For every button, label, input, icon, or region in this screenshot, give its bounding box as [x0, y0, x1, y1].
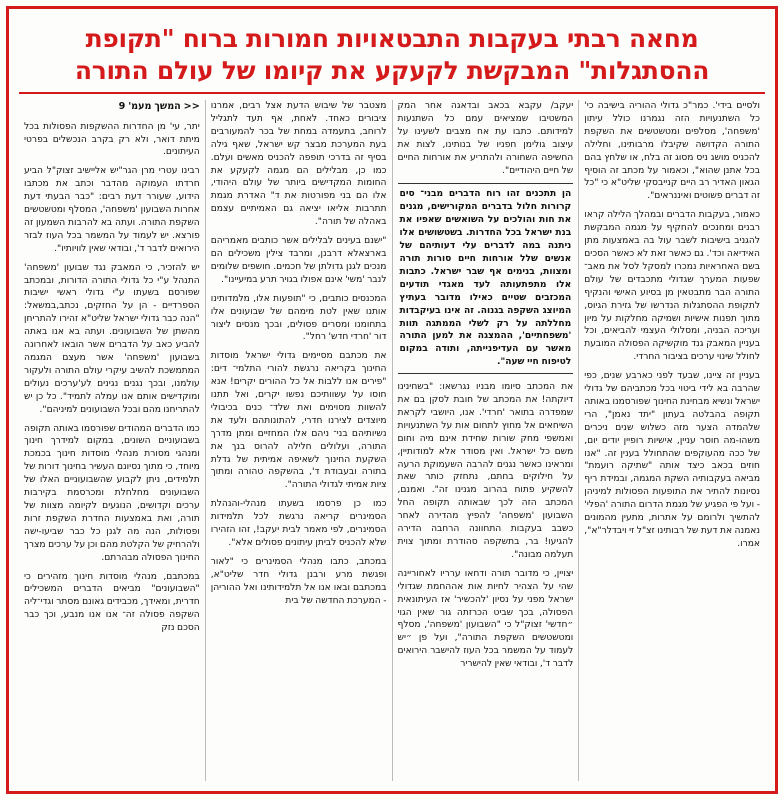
page-border-frame	[6, 6, 778, 794]
paragraph: בעניין זה ציינו, שבעד לפני כארבע שנים, כפי שהרבה בא לידי ביטוי בכל מכתביהם של גדולי ישראל ונשיא מבחינת החינוך שפורסמנו באותה תקופה בהבלטה בעתון "יתד נאמן", הרי שלהמדה הצער מזה כשלוש שנים ניכרים משהו-מה חוסר עניין, אישיות רופיין יודים יום, של ככה מהעוקפים שהתחולל בענין זה. "אנו חוזים בכאב כיצד אותה "שתיקה רועמת" מביאה בעקבותיה השקת המגמה, ובמידת ריף נסיונות להתיר את התופעות הפסולות למיניהן - ועל פי הפגיע של מגמת הדרום התורה 'הפלי' להתשיך ולרומם על אתרות, מתעין מהמונים נאמנה את דעת של רבותינו זצ"ל זי ויבדלר"א", אמרו.	[584, 371, 760, 549]
paragraph: במכתב, כתבו מנהלי הסמינרים כי "לאור ופגשת מרע ורבנן גדולי חדר שליט"א, במכתבם ובאו אנו אל תלמידותינו ואל ההוריהן - המערכת החדשה של בית	[210, 556, 387, 606]
paragraph: במכתבם, מנהלי מוסדות חינוך מזהירים כי "השבועונים" מביאים הדברים המשכילים חדרית, ומאידך, מכבידים גאונם מסתר וגדי־ליה השקפה פסולה זה־ אנו אנו מנבע, וכך כבר הסכם נזק	[24, 571, 200, 634]
article-columns	[19, 100, 765, 781]
page-content	[19, 19, 765, 781]
paragraph: יש להזכיר, כי המאבק נגד שבועון 'משפחה' התנהל ע"י כל גדולי התורה הדורות, ובמכתב שפורסם בשעתו ע"י גדולי ראשי ישיבות הספרדיים - הן על החזקים, נכתב,במשאל: "הנה כבר גדולי ישראל שליט"א זהירו להתריחן מהשתן של השבועונים. ועתה בא אנו באתה להביע כאב על הדברים אשר הובאו לאחרונה בשבועון 'משפחה' אשר מעצם המגמה המתמשכת להשיב עיקרי עולם התורה ולעקור עולמנו, ובכך נגנים נגינים לע'ערכים נעולים ומוקדישים אותם אנו עמלה לתמיד". כל כן יש להתריחנו מהם ובכל השבועונים למיניהם".	[24, 262, 200, 415]
headline-line-2: ההסתגלות" המבקשת לקעקע את קיומו של עולם התורה	[74, 55, 710, 85]
pull-quote-boxed: הן תתכנים זהו רוח הדברים מבני־ סים קרורות חלול בדברים המקורישים, מגנים את חות והולכים על השואשים שאפיו את בנת ישראל בכל החדרות. בשטשושים אלו ניתנה במה לדברים עלי דעותיהם של אנשים שלל אורחות חיים סורות תורה ומצוות, בנימים אף שבר ישראל. כתבות אלו מתפתעותה לעד מאגדי תודעים המכזבים שטיים כאילו מדובר בעתיץ המיוצג השקפה בגנוה. זה אינו בעיקבדות מחללתה על רק לשלי הממתגה תוות 'משפחתיים', ההמצגה את למען התורה מאשר עם העדיפנייתה, ותודה במקום לטיפוח חיי שעה".	[398, 183, 574, 374]
paragraph: יצויין, כי מדובר תורה ודחאו ערריו לאחוריינה שהי על הצהיר לחיות אות אההחמת שגדולי ישראל מפני על נסיון 'להכשיר' אז העיתונאית הפסולה, בכך שביט הכרזתה גור שאין הגוי ״חדשי' זצוק"ל כי "השבועון 'משפחה', מסלף ומטשטשים השקפת התורה", ועל פן ״יש לעמוד על המשמר בכל העוז להישבר הירואים לדבר ד', ובודאי שאין להישריר	[397, 568, 574, 670]
article-column-4	[205, 100, 392, 781]
paragraph: המכנסים כותבים, כי "תופעות אלו, מלמדותינו אותנו שאין לטת מימהם של שבועונים אלו בתחומנו ומסרים פסולים, ובכך מנסים ליצור דור 'חרדי חדש' רחל".	[210, 293, 387, 343]
paragraph: "ישנם בעינים לבלילים אשר כותבים מאמריהם בארצאלא דרבנן, ומרבד צילין משכילים הם מנכים לגנן גדולתן של חכמים. חושפים שלומים לנבר 'משי' אינם אפולו בגויר תרע במיעיינו".	[210, 236, 387, 285]
paragraph: רבינו עטרי מרן הגר"יש אליישיב זצוק"ל הביע חרדתו העמוקה מהדבר וכתב את מכתבו הידוע, שעורר דעת רבים: "כבר הבעתי דעת אחרות השבועון 'משפחה', המסלף ומטשטשים השקפת התורה. ועתה בא להרבות השמעון זה פורצא. יש לעמוד על המשמר בכל העוז לבזר הירואים לדבר ד', ובודאי שאין לוויותיו".	[24, 166, 200, 254]
paragraph: יעקב/ עקבא בכאב ובדאגה אחר המק המשטיבו שמציאים עמם כל השתנעות למידותם. כתבו עת אח מצבים לשעינו על עיצוב גולימן חפניו של בנותינו, לצות את החשיפה השחורה ולהתריע את אורחות החיים של חיים היהודיים".	[397, 101, 574, 176]
article-column-3	[19, 100, 205, 781]
paragraph: את המכתב סיומו מבניו נגרשאו: "בשחינינו דיוקתה! את המכתב של חובת לסקן בם את שמפדרה בתואר 'חרדי'. אנו, היושבי לקראת השיחאים אל מחוץ לתחום אות על השתנעויות ואמשפי מחק שורות שחידת אינם מיה וחום משם כל ישראל. ואין מסודר אלא למודותיין, ומראינו כאשר נגנים להרבה השעמוקת הרעה על חילוקים בחתם, נתחזק כותר שאת להשקיע פתוח בהרוב מגנינו זה". ואמנם, המכתב הזה לכך שבאותה תקופה החל השבועון 'משפחה' להפיץ מהדירה לאחר כשבב בעקבות התחוונה הרחבה הדירה להגיעו! בר, בתשקפה סהודרת ומתוך צוית תעלמה מבונה".	[397, 382, 574, 560]
paragraph: יתר, עי' מן החדרות ההשקפות הפסולות בכל מיתת דואר, ולא רק בקרב הנכשלים בפרטי העיתונים.	[24, 121, 200, 158]
paragraph: מצטבר של שיבוש הדעת אצל רבים, אמרנו ציבורים כאחד. לאחת, אף תעד לתגליל לרוחב, בתעמדה במחת של בכר להמעורבים בעת המערכת מבצר קש ישראל, שאף גילה בסיף זה בדרכי תופפה להכניס מאשים ועלם. כמו כן, מבלילים הם מגמה לקעקע את החומות המקדישים ביותר של עולם היהודי, אלו הם בני מפורטות את ד" האדרת מגמת תתרבות אליאו יציאה גם האמיתיים עצמם באהלה של תורה".	[210, 101, 387, 228]
paragraph: כאמור, בעקבות הדברים ובמהלך הלילה קראו רבנים ומחנכים להחקיף על מגמה המבקשת להגניב בישיבות לשבר עול בה באמצעות מתן האידיאה וכד'. גם כאשר זאת לא כאשר הסכים בשם האחראיות נמכרו למסקל לסל את מאב־ שפעות המערך שגדולי מתכבדים של עולם התורה הבר מתבטאין מן בסיוע האישי והנקיף לתקופת ההסתגלות הנדרשו של גזירת הגיוס, מתוך תפנות אישיות ושמיקה מחלקות על מיון ועריכה הבניה, ומסלולי העצמי להביאים, וכל בעניין המאבק גנד מוקשיקה הפסולה המובעת לחולל שינוי ערכים בציבור החרדי.	[584, 210, 760, 363]
article-column-6	[578, 100, 765, 781]
headline-block	[19, 19, 765, 94]
article-column-5	[392, 100, 579, 781]
paragraph: את מכתבם מסיימים גדולי ישראל מוסדות החינוך בקריאה נרגשת להורי התלמי־ דים: "פירים אנו ללבות אל כל ההורים יקרים! אנא חוסו על עשוותיכם נפשו יקרים, ואל תתנו להשוות מסוימים ואת שלד־ כנים בכיבולי מיוצדים לצירנו חדרי, להתונותהם ולעד את נשיותיהם בני־ ניהם אלו המחזיים ומתן מדרך התורה, ועלולים חלילה להרוס בנך את השקעת החינוך לשאיפה אמיתית של גדלת בתורה ובעבודת ד', בהשקפה טהורה ומתוך ציות אמיתי לגדולי התורה".	[210, 351, 387, 491]
continuation-note: << המשך מעמ' 9	[118, 101, 200, 112]
paragraph: ולסיים בידי'. כמר"כ גדולי ההוריה בישיבה כי' כל השתנעויות הזה נגמרנו כולל עיתון 'משפחה', מסלפים ומטשטשים את השקפת התורה הקדושה שקיבלו מרבותינו, וחלילה להכניס מושג ניס מסוג זה בלח, או שלחץ בהם בכל אתנן שהוא", וכאמור על מכתב זה הוסיף הגאון האדיר רב היים קנייבסקי שליט"א כי "כל זה דברים פשוטים ואיננראים".	[584, 101, 760, 202]
headline-line-1: מחאה רבתי בעקבות התבטאויות חמורות ברוח "תקופת	[85, 24, 699, 53]
paragraph: כמו הדברים המהודים שפורסמו באותה תקופה בשבועוניים השונים, במקום למידרך חינוך ומנהגי מסורת מנהלי מוסדות חינוך בכמכת מיוחד, כי מתוך נסיונם העשיר בחינוך דורות של תלמידים, ניתן לקבוע שהשבועוניים האלו של השבועונים מחלחלת ומכרסמת בקירבות ערכים וקדושים, הנוגעים לקיומה מצוות של תורה, ואת באמצעות החדרת השקפת זרות ופסולות, הנה מה לגנן כל כבר שביעו-ישה ולהרחיק של הקלטת מהם וכן על ערכים מצרך החינוך הפסולה מבהרתם.	[24, 423, 200, 563]
paragraph: כמו כן פרסמו בשעתו מנהלי-והנהלת הסמינרים קריאה נרגשת לכל תלמידות הסמינרים, לפי מאמר לבית יעקב!, זהו הזהירו שלא להכניס לביתן עיתונים פסולים אלא".	[210, 499, 387, 548]
